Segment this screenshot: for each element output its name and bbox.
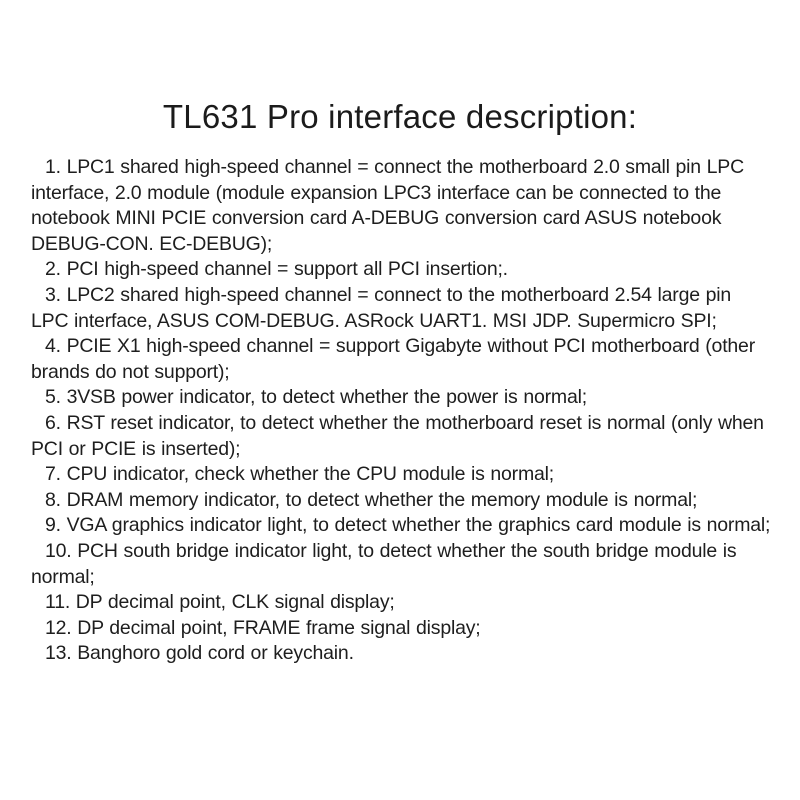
list-item: 13. Banghoro gold cord or keychain.: [45, 642, 354, 665]
list-item: 4. PCIE X1 high-speed channel = support Gigabyte without PCI motherboard (other brands do not support);: [31, 335, 755, 383]
list-item: 12. DP decimal point, FRAME frame signal display;: [45, 616, 481, 639]
list-item: 8. DRAM memory indicator, to detect whether the memory module is normal;: [45, 488, 698, 511]
list-item: 2. PCI high-speed channel = support all PCI insertion;.: [45, 258, 508, 281]
list-item: 9. VGA graphics indicator light, to detect whether the graphics card module is normal;: [45, 514, 771, 537]
list-item: 5. 3VSB power indicator, to detect whether the power is normal;: [45, 386, 587, 409]
list-item: 11. DP decimal point, CLK signal display;: [45, 591, 395, 614]
list-item: 6. RST reset indicator, to detect whether the motherboard reset is normal (only when PCI or PCIE is inserted);: [31, 411, 764, 460]
page-title: TL631 Pro interface description:: [162, 98, 638, 135]
list-item: 7. CPU indicator, check whether the CPU module is normal;: [45, 463, 554, 486]
list-item: 1. LPC1 shared high-speed channel = connect the motherboard 2.0 small pin LPC interface, 2.0 module (module expansion LPC3 interface can be connected to the notebook MINI PCIE conversion card A-DEBUG conversion card ASUS notebook DEBUG-CON. EC-DEBUG);: [31, 156, 744, 255]
list-item: 10. PCH south bridge indicator light, to detect whether the south bridge module is normal;: [31, 539, 737, 588]
description-list: [31, 155, 771, 667]
list-item: 3. LPC2 shared high-speed channel = connect to the motherboard 2.54 large pin LPC interface, ASUS COM-DEBUG. ASRock UART1. MSI JDP. Supermicro SPI;: [31, 283, 732, 332]
